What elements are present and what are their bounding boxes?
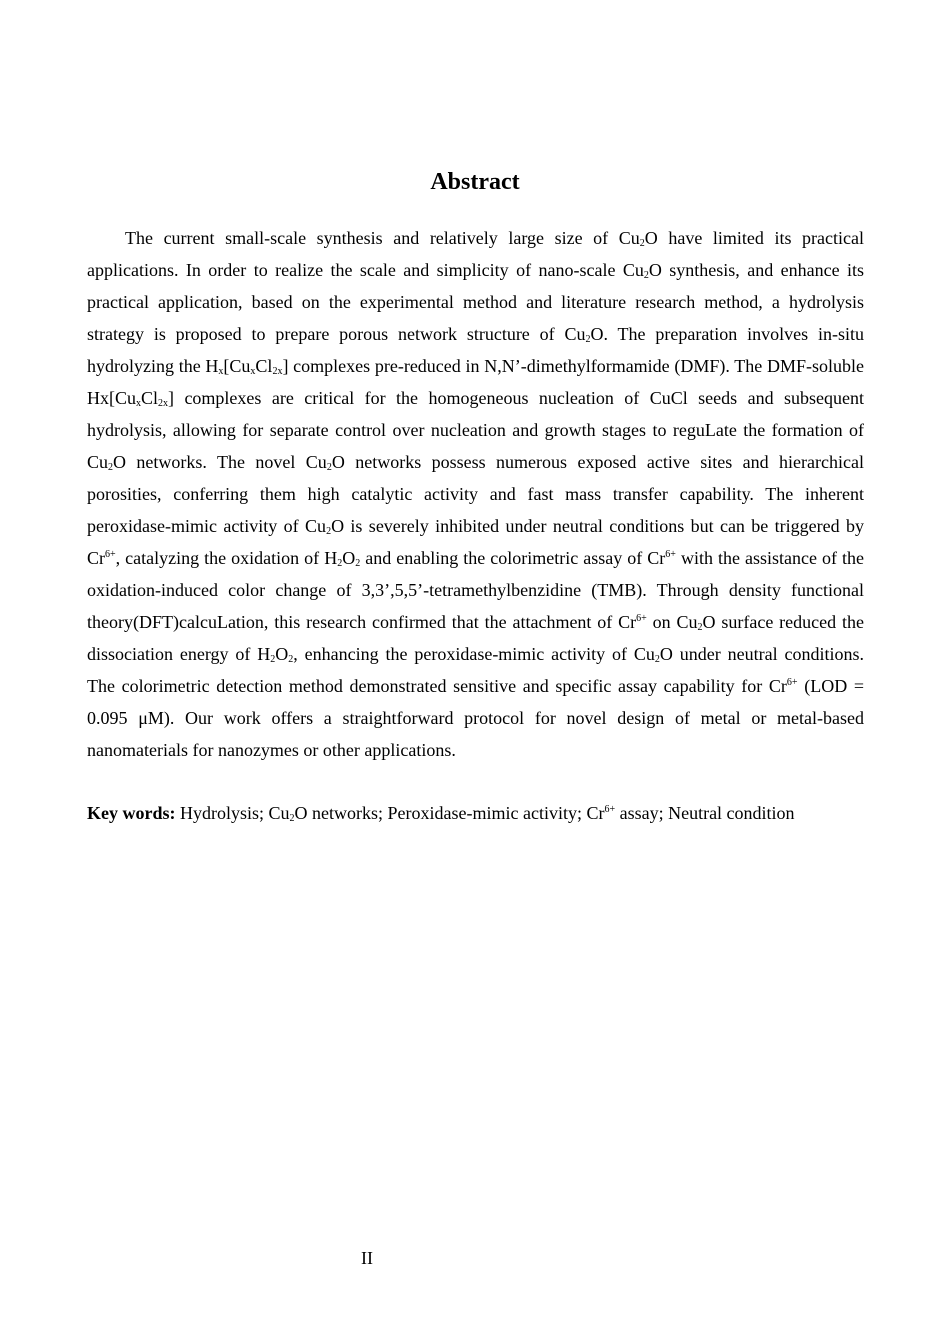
abstract-text: ] complexes pre-reduced in N,N’-dimethylformamide (DMF). The DMF-soluble Hx[Cu [87, 356, 864, 408]
abstract-text: O [342, 548, 356, 568]
abstract-text: ] complexes are critical for the homogeneous nucleation of CuCl seeds and subsequent hydrolysis, allowing for separate control over nucleation and growth stages to reguLate the formation of Cu [87, 388, 864, 472]
abstract-text: and enabling the colorimetric assay of Cr [360, 548, 666, 568]
subscript: 2 [326, 526, 332, 537]
abstract-text: O is severely inhibited under neutral conditions but can be triggered by Cr [87, 516, 865, 568]
subscript: 2 [288, 654, 294, 665]
subscript: 2 [654, 654, 660, 665]
abstract-text: O networks. The novel Cu [113, 452, 327, 472]
abstract-text: on Cu [646, 612, 698, 632]
subscript: 2 [289, 813, 295, 824]
subscript: 2 [355, 558, 361, 569]
abstract-text: O [275, 644, 289, 664]
abstract-text: O networks possess numerous exposed active sites and hierarchical porosities, conferring them high catalytic activity and fast mass transfer capability. The inherent peroxidase-mimic activity of Cu [87, 452, 864, 536]
superscript: 6+ [665, 549, 676, 560]
subscript: x [136, 398, 141, 409]
keywords-text: O networks; Peroxidase-mimic activity; Cr [294, 803, 605, 823]
abstract-text: Cl [141, 388, 159, 408]
keywords-text: assay; Neutral condition [615, 803, 795, 823]
superscript: 6+ [636, 613, 647, 624]
abstract-text: O surface reduced the dissociation energy of H [87, 612, 864, 664]
subscript: 2 [697, 622, 703, 633]
abstract-text: [Cu [223, 356, 251, 376]
keywords-line [87, 797, 877, 829]
subscript: 2x [158, 398, 169, 409]
abstract-text: with the assistance of the oxidation-induced color change of 3,3’,5,5’-tetramethylbenzidine (TMB). Through density functional theory(DFT)calcuLation, this research confirmed that the attachment of Cr [87, 548, 864, 632]
abstract-text: O. The preparation involves in-situ hydrolyzing the H [87, 324, 864, 376]
abstract-title: Abstract [430, 169, 520, 195]
abstract-text: O under neutral conditions. The colorimetric detection method demonstrated sensitive and specific assay capability for Cr [87, 644, 864, 696]
subscript: 2x [272, 366, 283, 377]
abstract-text: Cl [255, 356, 273, 376]
abstract-text: , enhancing the peroxidase-mimic activity of Cu [293, 644, 655, 664]
keywords-text: Hydrolysis; Cu [175, 803, 290, 823]
superscript: 6+ [786, 677, 798, 688]
superscript: 6+ [105, 549, 116, 560]
keywords-label: Key words: [87, 803, 176, 823]
subscript: 2 [326, 462, 332, 473]
abstract-text: The current small-scale synthesis and relatively large size of Cu [125, 228, 640, 248]
subscript: x [250, 366, 256, 377]
abstract-text: O have limited its practical applications. In order to realize the scale and simplicity of nano-scale Cu [87, 228, 865, 280]
subscript: x [218, 366, 224, 377]
subscript: 2 [585, 334, 591, 345]
abstract-text: (LOD = 0.095 μM). Our work offers a straightforward protocol for novel design of metal or metal-based nanomaterials for nanozymes or other applications. [87, 676, 864, 760]
abstract-text: , catalyzing the oxidation of H [115, 548, 338, 568]
abstract-paragraph [87, 222, 864, 766]
subscript: 2 [639, 238, 645, 249]
subscript: 2 [270, 654, 276, 665]
subscript: 2 [337, 558, 343, 569]
subscript: 2 [108, 462, 114, 473]
subscript: 2 [643, 270, 649, 281]
abstract-text: O synthesis, and enhance its practical application, based on the experimental method and literature research method, a hydrolysis strategy is proposed to prepare porous network structure of Cu [87, 260, 864, 344]
superscript: 6+ [604, 804, 616, 815]
page-number: II [361, 1248, 373, 1268]
